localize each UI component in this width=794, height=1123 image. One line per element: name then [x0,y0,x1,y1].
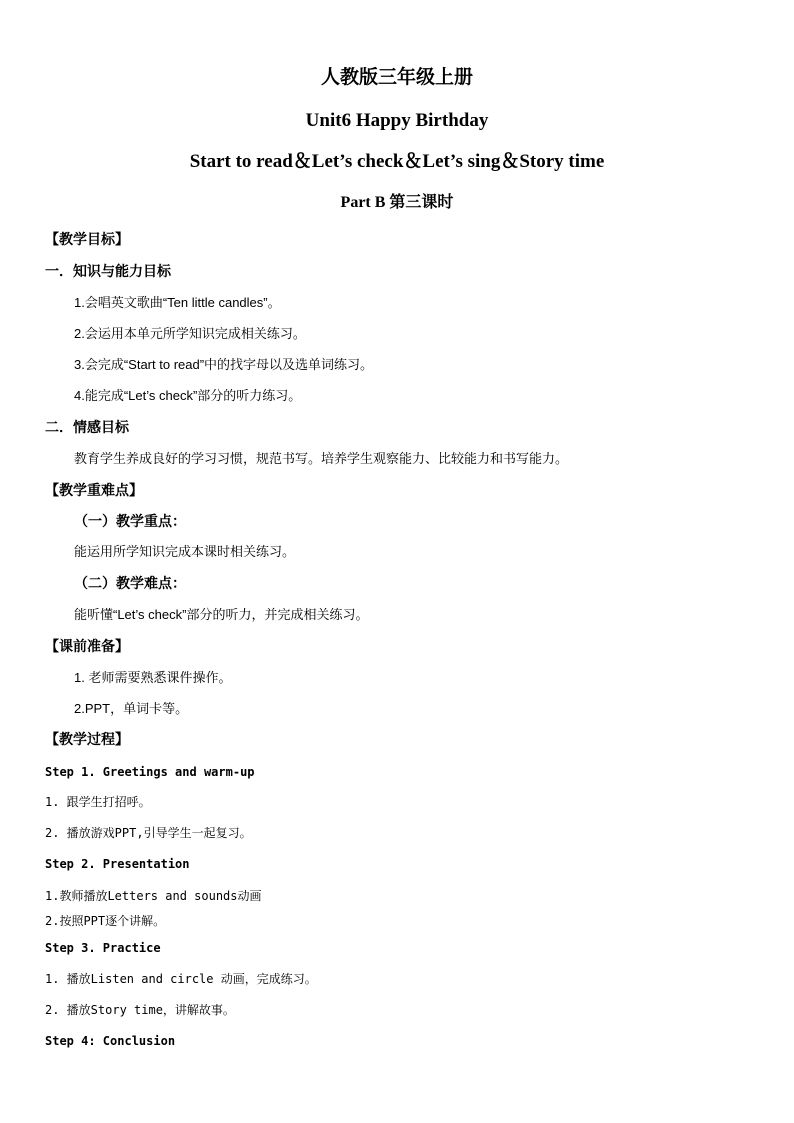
difficulty-heading: （二）教学难点： [74,576,186,592]
preparation-heading: 【课前准备】 [45,639,129,655]
emotion-heading: 二．情感目标 [45,420,129,436]
process-heading: 【教学过程】 [45,732,129,748]
document-title: 人教版三年级上册 [320,66,473,88]
knowledge-item: 2.会运用本单元所学知识完成相关练习。 [74,326,306,341]
step-item: 1.教师播放Letters and sounds动画 [45,889,262,903]
step-title: Step 4: Conclusion [45,1034,176,1048]
knowledge-heading: 一．知识与能力目标 [45,264,171,280]
knowledge-item: 1.会唱英文歌曲“Ten little candles”。 [74,295,281,310]
focus-heading: （一）教学重点： [74,514,186,530]
knowledge-item: 4.能完成“Let’s check”部分的听力练习。 [74,388,302,403]
step-item: 1. 跟学生打招呼。 [45,795,151,809]
emotion-text: 教育学生养成良好的学习习惯，规范书写。培养学生观察能力、比较能力和书写能力。 [74,451,569,466]
step-item: 2. 播放Story time，讲解故事。 [45,1003,235,1017]
sections-title: Start to read＆Let’s check＆Let’s sing＆Story time [189,151,605,172]
preparation-item: 2.PPT，单词卡等。 [74,701,189,716]
step-item: 2.按照PPT逐个讲解。 [45,914,166,928]
part-title: Part B 第三课时 [340,194,454,211]
unit-title: Unit6 Happy Birthday [305,110,489,131]
step-title: Step 2. Presentation [45,857,190,871]
step-title: Step 3. Practice [45,941,161,955]
step-title: Step 1. Greetings and warm-up [45,765,255,779]
objectives-heading: 【教学目标】 [45,232,129,248]
difficulty-text: 能听懂“Let’s check”部分的听力，并完成相关练习。 [74,607,369,622]
knowledge-item: 3.会完成“Start to read”中的找字母以及选单词练习。 [74,357,374,372]
focus-text: 能运用所学知识完成本课时相关练习。 [74,544,296,559]
preparation-item: 1. 老师需要熟悉课件操作。 [74,670,232,685]
key-points-heading: 【教学重难点】 [45,483,143,499]
step-item: 2. 播放游戏PPT,引导学生一起复习。 [45,826,252,840]
step-item: 1. 播放Listen and circle 动画，完成练习。 [45,972,317,986]
